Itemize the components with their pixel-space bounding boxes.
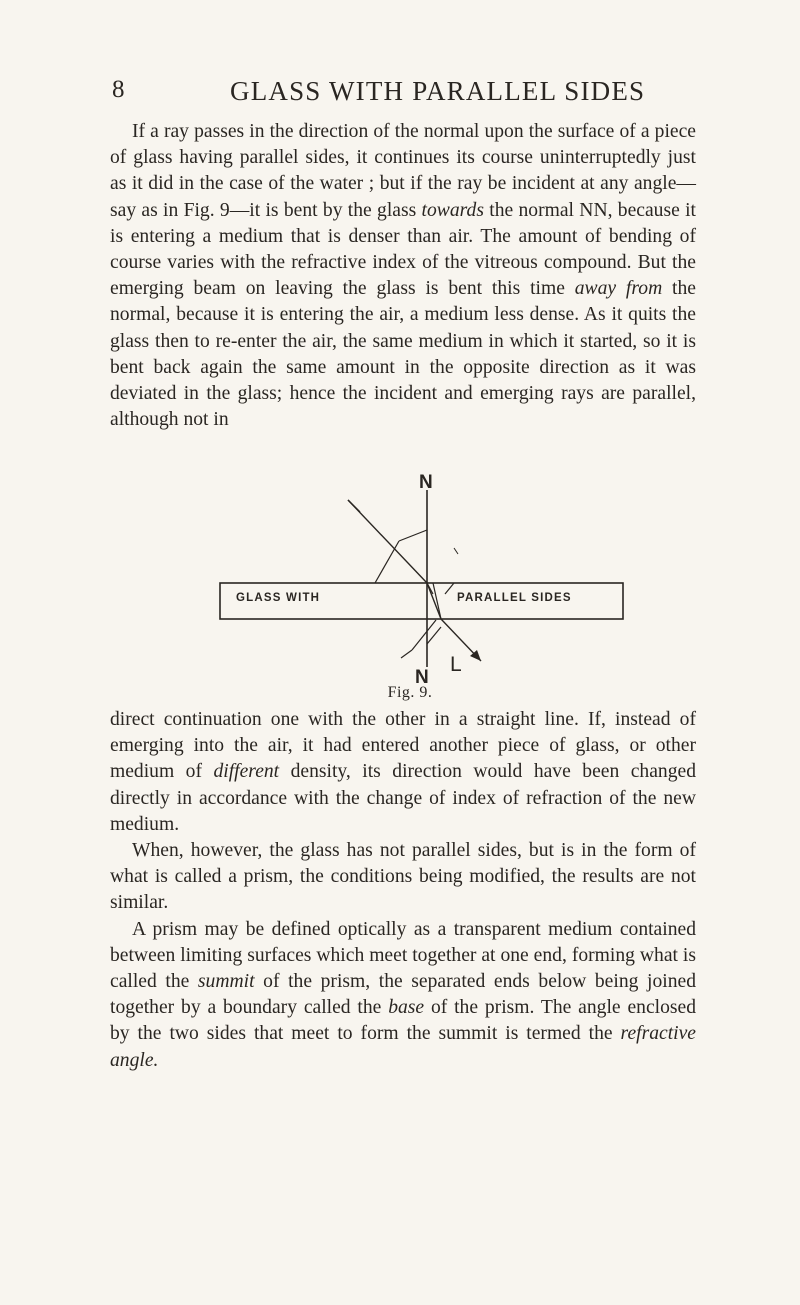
paragraph-prism-intro: When, however, the glass has not parallel sides, but is in the form of what is called a prism, the conditions being modified, the results are not similar. [110,840,696,914]
paragraph-intro [110,119,696,433]
angle-construction-line [399,530,427,541]
emphasis-base: base [388,997,425,1019]
angle-construction-line [375,541,399,583]
text-span: of the prism. The angle enclosed by the two sides that meet to form the summit is termed the [110,997,696,1045]
label-l: L [450,653,462,676]
label-parallel-sides: PARALLEL SIDES [457,592,572,604]
figure-glass-parallel-sides [200,470,640,698]
emphasis-different: different [213,761,280,783]
label-glass-with: GLASS WITH [236,592,321,604]
text-span: A prism may be defined optically as a transparent medium contained between limiting surfaces which meet together at one end, forming what is called the [110,918,696,993]
page-header [0,72,800,112]
text-span: of the prism, the separated ends below being joined together by a boundary called the [110,971,696,1019]
incident-ray [348,500,427,583]
label-normal-bottom: N [415,667,429,688]
figure-caption: Fig. 9. [387,684,433,701]
text-span: If a ray passes in the direction of the normal upon the surface of a piece of glass having parallel sides, it continues its course uninterruptedly just as it did in the case of the water ; but if the ray be incident at any angle—say as in Fig. 9—it is bent by the glass [110,121,696,221]
emphasis-refractive-angle: refractive angle. [110,1023,696,1071]
incident-ray-arrow [348,500,360,512]
angle-mark [445,583,454,594]
label-normal-top: N [419,472,433,493]
body-text-continued [110,707,696,1074]
emphasis-towards: towards [421,199,484,221]
refraction-diagram [200,470,640,698]
emphasis-away-from: away from [574,278,663,300]
angle-construction-line [401,650,412,658]
page-number: 8 [112,76,125,103]
text-span: density, its direction would have been changed directly in accordance with the change of index of refraction of the new medium. [110,761,696,835]
paragraph-prism-definition [110,917,696,1074]
angle-construction-line [412,620,436,650]
text-span: the normal, because it is entering the air, a medium less dense. As it quits the glass then to re-enter the air, the same medium in which it started, so it is bent back again the same amount in the opposite direction as it was deviated in the glass; hence the incident and emerging rays are parallel, although not in [110,278,696,431]
running-title: GLASS WITH PARALLEL SIDES [230,76,646,106]
text-span: direct continuation one with the other in a straight line. If, instead of emerging into the air, it had entered another piece of glass, or other medium of [110,709,696,783]
text-span: the normal NN, because it is entering a medium that is denser than air. The amount of bending of course varies with the refractive index of the vitreous compound. But the emerging beam on leaving the glass is bent this time [110,199,696,300]
emphasis-summit: summit [197,971,255,993]
tick-mark [454,548,458,554]
paragraph-continuation [110,707,696,838]
